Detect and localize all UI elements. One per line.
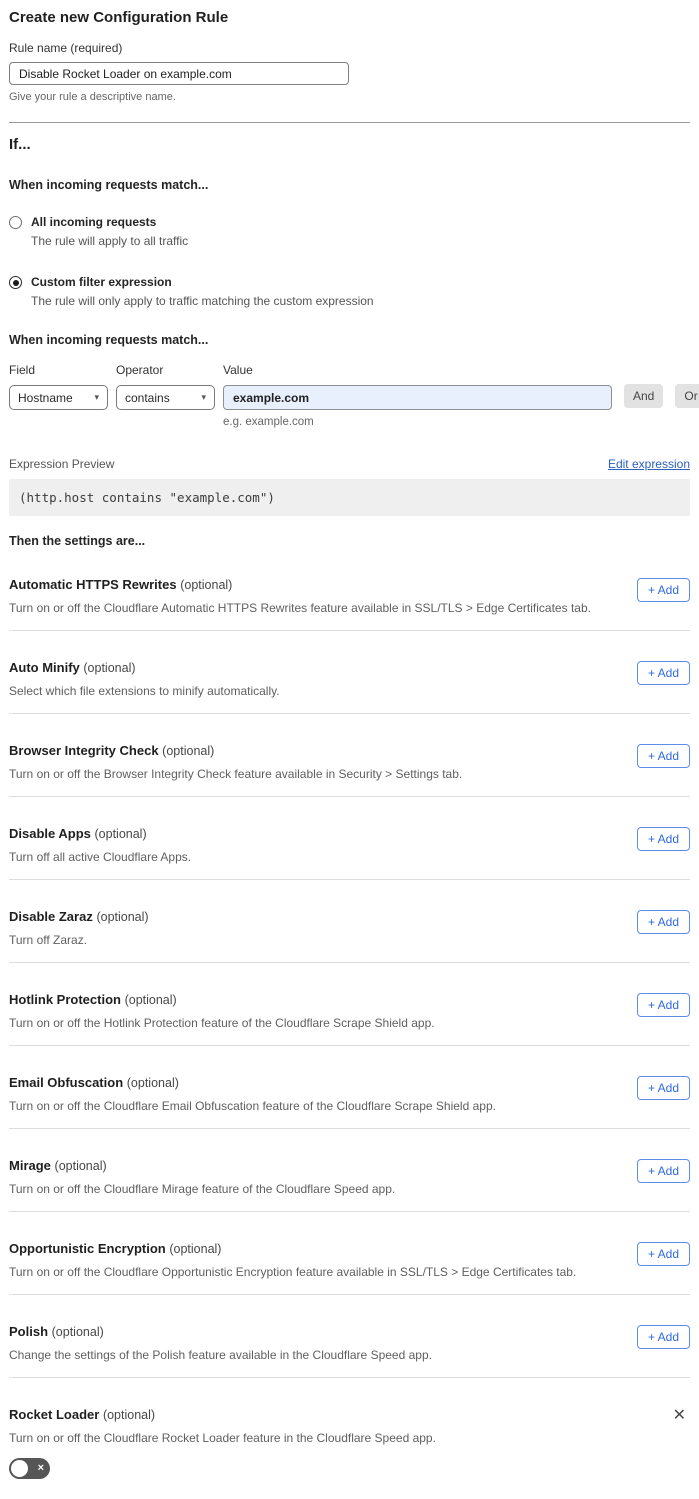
filter-builder-row [9,363,698,428]
setting-description: Turn on or off the Cloudflare Mirage feature of the Cloudflare Speed app. [9,1182,396,1196]
optional-label: (optional) [83,661,136,675]
optional-label: (optional) [180,578,233,592]
incoming-requests-match-heading: When incoming requests match... [9,178,209,192]
setting-row-rocket-loader [9,1378,690,1499]
setting-description: Turn on or off the Hotlink Protection feature of the Cloudflare Scrape Shield app. [9,1016,435,1030]
add-button[interactable]: + Add [637,661,690,685]
optional-label: (optional) [94,827,147,841]
radio-description: The rule will apply to all traffic [31,234,189,248]
then-settings-heading: Then the settings are... [9,534,146,548]
add-button[interactable]: + Add [637,578,690,602]
add-button[interactable]: + Add [637,1242,690,1266]
setting-name: Opportunistic Encryption [9,1241,166,1256]
add-button[interactable]: + Add [637,1325,690,1349]
chevron-down-icon: ▾ [201,392,206,402]
setting-name: Browser Integrity Check [9,743,159,758]
setting-name: Mirage [9,1158,51,1173]
setting-row-automatic-https-rewrites [9,548,690,631]
field-select-value: Hostname [18,390,73,405]
setting-row-hotlink-protection [9,963,690,1046]
toggle-off-icon: × [37,1462,44,1474]
setting-name: Rocket Loader [9,1407,100,1422]
optional-label: (optional) [124,993,177,1007]
radio-description: The rule will only apply to traffic matching the custom expression [31,294,374,308]
radio-option-custom-filter-expression[interactable] [9,275,690,308]
setting-row-email-obfuscation [9,1046,690,1129]
optional-label: (optional) [126,1076,179,1090]
add-button[interactable]: + Add [637,993,690,1017]
setting-row-mirage [9,1129,690,1212]
and-button[interactable]: And [624,384,663,408]
setting-row-opportunistic-encryption [9,1212,690,1295]
value-input[interactable] [223,385,612,410]
filter-builder-heading: When incoming requests match... [9,333,209,347]
rule-name-help: Give your rule a descriptive name. [9,91,176,103]
rule-name-label: Rule name (required) [9,41,123,55]
setting-description: Select which file extensions to minify automatically. [9,684,280,698]
radio-label: All incoming requests [31,215,157,229]
radio-label: Custom filter expression [31,275,172,289]
setting-name: Disable Apps [9,826,91,841]
setting-name: Automatic HTTPS Rewrites [9,577,177,592]
setting-name: Auto Minify [9,660,80,675]
edit-expression-link[interactable]: Edit expression [607,457,690,471]
optional-label: (optional) [162,744,215,758]
radio-unchecked-icon[interactable] [9,216,22,229]
add-button[interactable]: + Add [637,1159,690,1183]
optional-label: (optional) [169,1242,222,1256]
optional-label: (optional) [96,910,149,924]
expression-preview-label: Expression Preview [9,457,115,471]
add-button[interactable]: + Add [637,910,690,934]
setting-name: Hotlink Protection [9,992,121,1007]
if-heading: If... [9,136,31,153]
setting-description: Turn on or off the Cloudflare Rocket Loader feature in the Cloudflare Speed app. [9,1431,436,1445]
divider [9,122,690,123]
or-button[interactable]: Or [675,384,699,408]
close-icon[interactable]: ✕ [672,1407,686,1424]
setting-description: Turn on or off the Browser Integrity Check feature available in Security > Settings tab. [9,767,463,781]
optional-label: (optional) [51,1325,104,1339]
setting-description: Turn on or off the Cloudflare Opportunistic Encryption feature available in SSL/TLS > Edge Certificates tab. [9,1265,577,1279]
page-title: Create new Configuration Rule [9,9,229,26]
toggle-knob [11,1460,28,1477]
setting-description: Turn on or off the Cloudflare Email Obfuscation feature of the Cloudflare Scrape Shield app. [9,1099,496,1113]
setting-row-auto-minify [9,631,690,714]
radio-checked-icon[interactable] [9,276,22,289]
setting-name: Polish [9,1324,49,1339]
rocket-loader-toggle[interactable] [9,1458,50,1479]
operator-label: Operator [116,363,164,377]
setting-row-polish [9,1295,690,1378]
optional-label: (optional) [54,1159,107,1173]
chevron-down-icon: ▾ [94,392,99,402]
setting-row-disable-zaraz [9,880,690,963]
setting-row-disable-apps [9,797,690,880]
setting-name: Disable Zaraz [9,909,93,924]
setting-description: Turn on or off the Cloudflare Automatic HTTPS Rewrites feature available in SSL/TLS > Edge Certificates tab. [9,601,591,615]
expression-preview-code: (http.host contains "example.com") [9,479,690,516]
radio-option-all-incoming-requests[interactable] [9,215,690,248]
setting-name: Email Obfuscation [9,1075,124,1090]
add-button[interactable]: + Add [637,744,690,768]
operator-select[interactable] [116,385,215,410]
add-button[interactable]: + Add [637,827,690,851]
setting-description: Change the settings of the Polish feature available in the Cloudflare Speed app. [9,1348,432,1362]
field-label: Field [9,363,36,377]
field-select[interactable] [9,385,108,410]
setting-row-browser-integrity-check [9,714,690,797]
add-button[interactable]: + Add [637,1076,690,1100]
value-label: Value [223,363,253,377]
rule-name-input[interactable] [9,62,349,85]
optional-label: (optional) [102,1408,156,1422]
operator-select-value: contains [125,390,170,405]
setting-description: Turn off Zaraz. [9,933,88,947]
setting-description: Turn off all active Cloudflare Apps. [9,850,192,864]
value-hint: e.g. example.com [223,416,314,428]
